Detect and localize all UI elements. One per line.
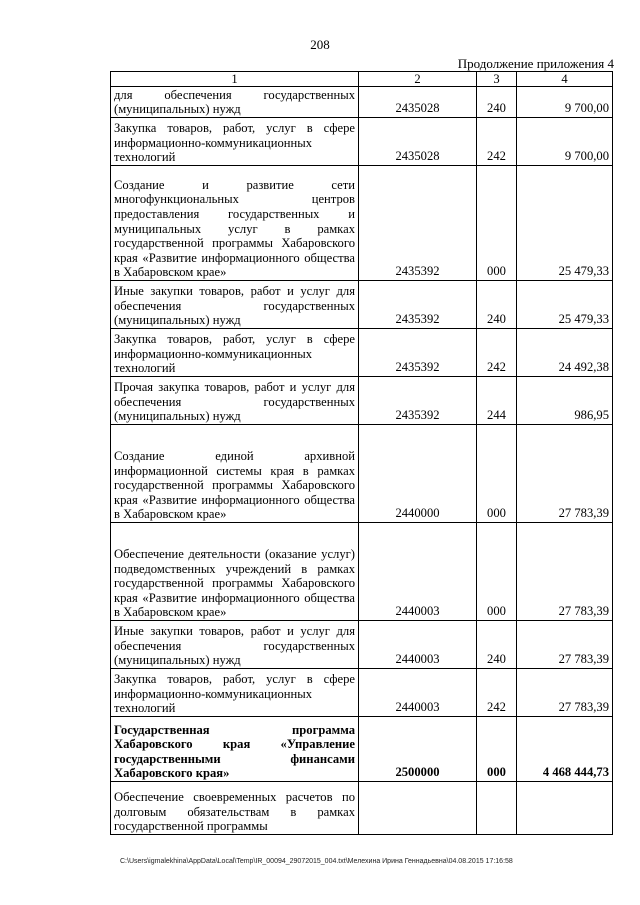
column-header: 2 [359, 72, 477, 87]
row-expense-type: 000 [477, 523, 517, 621]
row-expense-type: 242 [477, 329, 517, 377]
row-target-code: 2435028 [359, 118, 477, 166]
row-expense-type: 240 [477, 87, 517, 118]
row-description: Закупка товаров, работ, услуг в сфере информационно-коммуникационных технологий [111, 329, 359, 377]
table-row [111, 669, 613, 717]
column-header: 4 [517, 72, 613, 87]
row-target-code: 2440003 [359, 669, 477, 717]
table-header-row [111, 72, 613, 87]
row-description: Государственная программа Хабаровского края «Управление государственными финансами Хабаровского края» [111, 717, 359, 782]
row-description: Закупка товаров, работ, услуг в сфере информационно-коммуникационных технологий [111, 669, 359, 717]
row-description: для обеспечения государственных (муниципальных) нужд [111, 87, 359, 118]
row-expense-type: 000 [477, 425, 517, 523]
row-target-code: 2435392 [359, 166, 477, 281]
column-header: 1 [111, 72, 359, 87]
row-target-code: 2435392 [359, 281, 477, 329]
row-expense-type: 000 [477, 166, 517, 281]
row-description: Иные закупки товаров, работ и услуг для обеспечения государственных (муниципальных) нужд [111, 281, 359, 329]
table-row [111, 329, 613, 377]
row-amount: 4 468 444,73 [517, 717, 613, 782]
table-row [111, 166, 613, 281]
row-target-code: 2435392 [359, 329, 477, 377]
column-header: 3 [477, 72, 517, 87]
row-amount: 27 783,39 [517, 669, 613, 717]
row-target-code: 2435028 [359, 87, 477, 118]
table-row [111, 523, 613, 621]
row-expense-type: 240 [477, 621, 517, 669]
row-expense-type: 244 [477, 377, 517, 425]
row-target-code: 2440003 [359, 621, 477, 669]
row-description: Прочая закупка товаров, работ и услуг для обеспечения государственных (муниципальных) нужд [111, 377, 359, 425]
page-number: 208 [310, 37, 330, 52]
row-amount: 24 492,38 [517, 329, 613, 377]
row-description: Обеспечение деятельности (оказание услуг) подведомственных учреждений в рамках государственной программы Хабаровского края «Развитие информационного общества в Хабаровском крае» [111, 523, 359, 621]
row-amount: 9 700,00 [517, 118, 613, 166]
row-description: Создание и развитие сети многофункциональных центров предоставления государственных и муниципальных услуг в рамках государственной программы Хабаровского края «Развитие информационного общества в Хабаровском крае» [111, 166, 359, 281]
appendix-continuation-label: Продолжение приложения 4 [457, 56, 614, 71]
row-expense-type: 242 [477, 118, 517, 166]
table-row [111, 621, 613, 669]
row-amount [517, 782, 613, 835]
row-target-code [359, 782, 477, 835]
table-row [111, 118, 613, 166]
row-amount: 9 700,00 [517, 87, 613, 118]
budget-table [110, 71, 613, 835]
row-expense-type: 242 [477, 669, 517, 717]
row-target-code: 2435392 [359, 377, 477, 425]
table-row [111, 281, 613, 329]
row-expense-type: 000 [477, 717, 517, 782]
table-row [111, 87, 613, 118]
table-row [111, 377, 613, 425]
row-target-code: 2500000 [359, 717, 477, 782]
row-amount: 27 783,39 [517, 523, 613, 621]
row-amount: 986,95 [517, 377, 613, 425]
row-description: Создание единой архивной информационной системы края в рамках государственной программы Хабаровского края «Развитие информационного общества в Хабаровском крае» [111, 425, 359, 523]
row-amount: 27 783,39 [517, 425, 613, 523]
table-row [111, 717, 613, 782]
row-expense-type [477, 782, 517, 835]
row-description: Закупка товаров, работ, услуг в сфере информационно-коммуникационных технологий [111, 118, 359, 166]
table-row [111, 782, 613, 835]
row-amount: 25 479,33 [517, 281, 613, 329]
row-description: Обеспечение своевременных расчетов по долговым обязательствам в рамках государственной программы [111, 782, 359, 835]
table-row [111, 425, 613, 523]
row-amount: 25 479,33 [517, 166, 613, 281]
row-target-code: 2440000 [359, 425, 477, 523]
row-description: Иные закупки товаров, работ и услуг для обеспечения государственных (муниципальных) нужд [111, 621, 359, 669]
row-amount: 27 783,39 [517, 621, 613, 669]
row-target-code: 2440003 [359, 523, 477, 621]
row-expense-type: 240 [477, 281, 517, 329]
file-path-footer: C:\Users\igmalekhina\AppData\Local\Temp\IR_00094_29072015_004.txt\Мелехина Ирина Геннадьевна\04.08.2015 17:16:58 [120, 858, 513, 865]
